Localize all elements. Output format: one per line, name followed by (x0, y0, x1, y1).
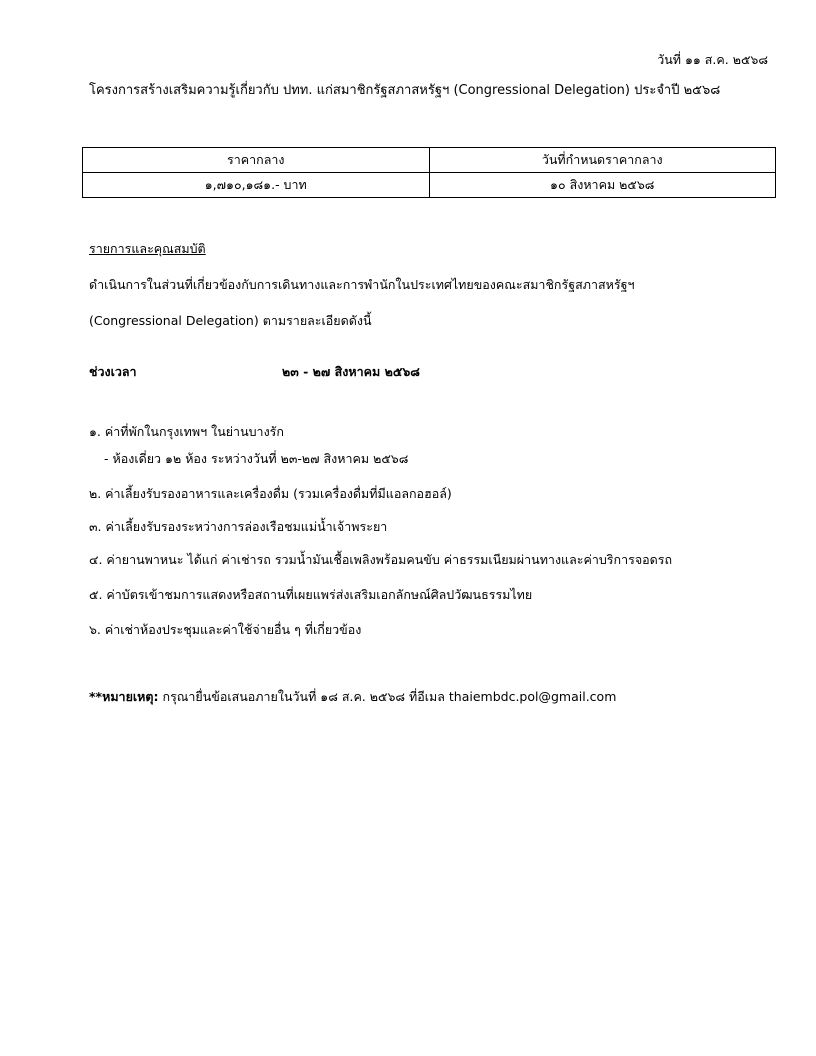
note (89, 687, 616, 707)
median-price-table (82, 147, 776, 198)
price-date-value: ๑๐ สิงหาคม ๒๕๖๘ (429, 173, 776, 198)
period-label: ช่วงเวลา (89, 364, 137, 379)
document-title: โครงการสร้างเสริมความรู้เกี่ยวกับ ปทท. แก่สมาชิกรัฐสภาสหรัฐฯ (Congressional Delegation) ประจำปี ๒๕๖๘ (89, 83, 721, 98)
list-item: ๒. ค่าเลี้ยงรับรองอาหารและเครื่องดื่ม (รวมเครื่องดื่มที่มีแอลกอฮอล์) (89, 486, 452, 501)
list-item: ๖. ค่าเช่าห้องประชุมและค่าใช้จ่ายอื่น ๆ ที่เกี่ยวข้อง (89, 622, 362, 637)
document-date: วันที่ ๑๑ ส.ค. ๒๕๖๘ (657, 52, 768, 67)
description-line-1: ดำเนินการในส่วนที่เกี่ยวข้องกับการเดินทางและการพำนักในประเทศไทยของคณะสมาชิกรัฐสภาสหรัฐฯ (89, 277, 635, 292)
note-text: กรุณายื่นข้อเสนอภายในวันที่ ๑๘ ส.ค. ๒๕๖๘ ที่อีเมล thaiembdc.pol@gmail.com (158, 689, 617, 704)
description-line-2: (Congressional Delegation) ตามรายละเอียดดังนี้ (89, 313, 372, 328)
table-header-row (83, 148, 776, 173)
median-price-value: ๑,๗๑๐,๑๘๑.- บาท (83, 173, 430, 198)
list-subitem: - ห้องเดี่ยว ๑๒ ห้อง ระหว่างวันที่ ๒๓-๒๗ สิงหาคม ๒๕๖๘ (104, 451, 409, 466)
period-value: ๒๓ - ๒๗ สิงหาคม ๒๕๖๘ (282, 364, 420, 379)
list-item: ๓. ค่าเลี้ยงรับรองระหว่างการล่องเรือชมแม่น้ำเจ้าพระยา (89, 519, 388, 534)
header-median-price: ราคากลาง (83, 148, 430, 173)
note-label: **หมายเหตุ: (89, 689, 159, 704)
list-item: ๑. ค่าที่พักในกรุงเทพฯ ในย่านบางรัก (89, 424, 284, 439)
header-price-date: วันที่กำหนดราคากลาง (429, 148, 776, 173)
table-row (83, 173, 776, 198)
list-item: ๕. ค่าบัตรเข้าชมการแสดงหรือสถานที่เผยแพร่ส่งเสริมเอกลักษณ์ศิลปวัฒนธรรมไทย (89, 587, 533, 602)
section-heading: รายการและคุณสมบัติ (89, 241, 206, 256)
list-item: ๔. ค่ายานพาหนะ ได้แก่ ค่าเช่ารถ รวมน้ำมันเชื้อเพลิงพร้อมคนขับ ค่าธรรมเนียมผ่านทางและค่าบริการจอดรถ (89, 552, 673, 567)
